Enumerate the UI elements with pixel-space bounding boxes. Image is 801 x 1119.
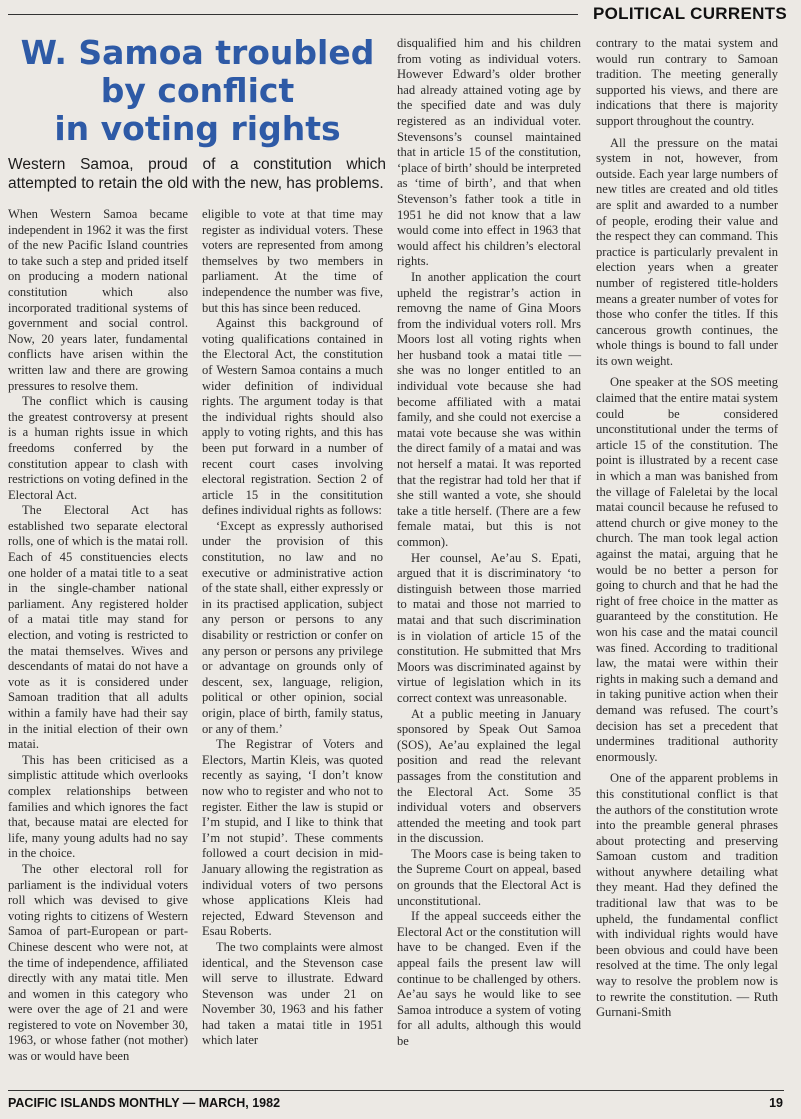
- paragraph: If the appeal succeeds either the Electoral Act or the constitution will have to be changed. Even if the appeal fails the present law will continue to be challenged by others. Ae’au says he would like to see Samoa introduce a system of voting for all adults, although this would be: [397, 909, 581, 1048]
- paragraph: The Electoral Act has established two separate electoral rolls, one of which is the matai roll. Each of 45 constituencies elects one holder of a matai title to a seat in the single-chamber national parliament. Any registered holder of a matai title may stand for election, and voting is restricted to the matai themselves. Wives and descendants of matai do not have a vote as it is considered under Samoan tradition that all adults within a family have had their say in the initial election of their own matai.: [8, 503, 188, 752]
- article-column-4: [596, 36, 778, 1021]
- paragraph: One of the apparent problems in this constitutional conflict is that the authors of the constitution wrote into the preamble general phrases about protecting and preserving Samoan custom and tradition without anywhere detailing what they meant. Had they defined the traditional law that was to be upheld, the fundamental conflict with individual rights would have been obvious and could have been resolved at the time. The only legal way to resolve the problem now is to rewrite the constitution. — Ruth Gurnani-Smith: [596, 771, 778, 1020]
- header-rule: [8, 14, 578, 15]
- paragraph: At a public meeting in January sponsored by Speak Out Samoa (SOS), Ae’au explained the legal position and read the relevant passages from the constitution and the Electoral Act. Some 35 individual voters and observers attended the meeting and took part in the discussion.: [397, 706, 581, 846]
- page-number: 19: [769, 1096, 783, 1110]
- paragraph: One speaker at the SOS meeting claimed that the entire matai system could be considered unconstitutional under the terms of article 15 of the constitution. The point is illustrated by a recent case in which a man was banished from the village of Faleletai by the local matai council because he refused to attend church or give money to the church. The man took legal action against the matai, arguing that he would be no better a person for going to church and that he had the right of free choice in the matter as guaranteed by the constitution. He won his case and the matai council was fined. According to traditional law, the matai were within their rights in making such a demand and in taking punitive action when their demand was refused. The court’s decision has set a precedent that undermines traditional authority enormously.: [596, 375, 778, 764]
- paragraph: Her counsel, Ae’au S. Epati, argued that it is discriminatory ‘to distinguish between those married to matai and those not married to matai and that such discrimination is in violation of article 15 of the constitution. He submitted that Mrs Moors was discriminated against by virtue of legislation which in its correct context was unreasonable.: [397, 550, 581, 705]
- paragraph: disqualified him and his children from voting as individual voters. However Edward’s older brother had already attained voting age by the specified date and was duly registered as an individual voter. Stevensons’s counsel maintained that in article 15 of the constitution, ‘place of birth’ should be interpreted as ‘time of birth’, and that when Stevenson’s father took a title in 1951 he did not know that a law would come into effect in 1963 that would affect his children’s electoral rights.: [397, 36, 581, 269]
- article-column-2: [202, 207, 383, 1049]
- paragraph: Against this background of voting qualifications contained in the Electoral Act, the constitution of Western Samoa contains a much wider definition of individual rights. The argument today is that the individual rights should also apply to voting rights, and this has been put forward in a number of recent court cases involving electoral registration. Section 2 of article 15 in the consititution defines individual rights as follows:: [202, 316, 383, 518]
- paragraph: In another application the court upheld the registrar’s action in removng the name of Gina Moors from the individual voters roll. Mrs Moors lost all voting rights when her husband took a matai title — she was no longer entitled to an individual vote because she had become affiliated with a matai family, and she could not exercise a matai vote because she was within the direct family of a matai and was not herself a matai. It was reported that the registrar had told her that if she still wanted a vote, she should take a title herself. (There are a few female matai, but this is not common).: [397, 269, 581, 549]
- paragraph: ‘Except as expressly authorised under the provision of this constitution, no law and no executive or administrative action of the state shall, either expressly or in its practised application, subject any person or persons to any disability or restriction or confer on any person or persons any privilege or advantage on grounds only of descent, sex, language, religion, political or other opinion, social origin, place of birth, family status, or any of them.’: [202, 518, 383, 736]
- paragraph: The other electoral roll for parliament is the individual voters roll which was devised to give voting rights to citizens of Western Samoa of part-European or part-Chinese descent who were not, at the time of independence, affiliated directly with any matai title. Men and women in this category who were over the age of 21 and were registered to vote on November 30, 1963, or whose father (not mother) was or would have been: [8, 861, 188, 1064]
- paragraph: eligible to vote at that time may register as individual voters. These voters are represented from among themselves by two members in parliament. At the time of independence the number was five, but this has since been reduced.: [202, 207, 383, 315]
- article-column-3: [397, 36, 581, 1050]
- article-column-1: [8, 207, 188, 1065]
- standfirst: Western Samoa, proud of a constitution which attempted to retain the old with the new, has problems.: [8, 156, 386, 192]
- footer-rule: [8, 1090, 784, 1091]
- headline-line: by conflict: [100, 71, 295, 110]
- paragraph: contrary to the matai system and would run contrary to Samoan tradition. The meeting generally supported his views, and there are indications that there is majority support throughout the country.: [596, 36, 778, 128]
- paragraph: The Moors case is being taken to the Supreme Court on appeal, based on grounds that the Electoral Act is unconstitutional.: [397, 846, 581, 908]
- headline: [0, 34, 395, 148]
- headline-line: W. Samoa troubled: [20, 33, 375, 72]
- publication-footer: PACIFIC ISLANDS MONTHLY — MARCH, 1982: [8, 1096, 281, 1110]
- paragraph: When Western Samoa became independent in 1962 it was the first of the new Pacific Island countries to take such a step and prided itself on producing a modern national constitution which also incorporated traditional systems of government and social control. Now, 20 years later, fundamental conflicts have arisen within the written law and there are growing pressures to resolve them.: [8, 207, 188, 393]
- paragraph: The Registrar of Voters and Electors, Martin Kleis, was quoted recently as saying, ‘I don’t know now who to register and who not to register. Either the law is stupid or I’m stupid, and I like to think that I’m not stupid’. These comments followed a court decision in mid-January allowing the registration as individual voters of two persons whose applications Kleis had rejected, Edward Stevenson and Esau Roberts.: [202, 737, 383, 939]
- paragraph: The conflict which is causing the greatest controversy at present is a human rights issue in which freedoms conferred by the constitution appear to clash with restrictions on voting defined in the Electoral Act.: [8, 394, 188, 502]
- paragraph: All the pressure on the matai system in not, however, from outside. Each year large numbers of new titles are created and old titles are split and awarded to a number of people, eroding their value and the respect they can command. This practice is particularly prevalent in election years when a greater number of registered title-holders means a greater number of votes for those who confer the titles. If this cancerous growth continues, the whole things is bound to fall under its own weight.: [596, 135, 778, 368]
- section-title: POLITICAL CURRENTS: [593, 4, 787, 23]
- paragraph: The two complaints were almost identical, and the Stevenson case will serve to illustrate. Edward Stevenson was under 21 on November 30, 1963 and his father had taken a matai title in 1951 which later: [202, 939, 383, 1048]
- headline-line: in voting rights: [54, 109, 341, 148]
- paragraph: This has been criticised as a simplistic attitude which overlooks complex relationships between families and which ignores the fact that, because matai are elected for life, many young adults had no say in the choice.: [8, 752, 188, 861]
